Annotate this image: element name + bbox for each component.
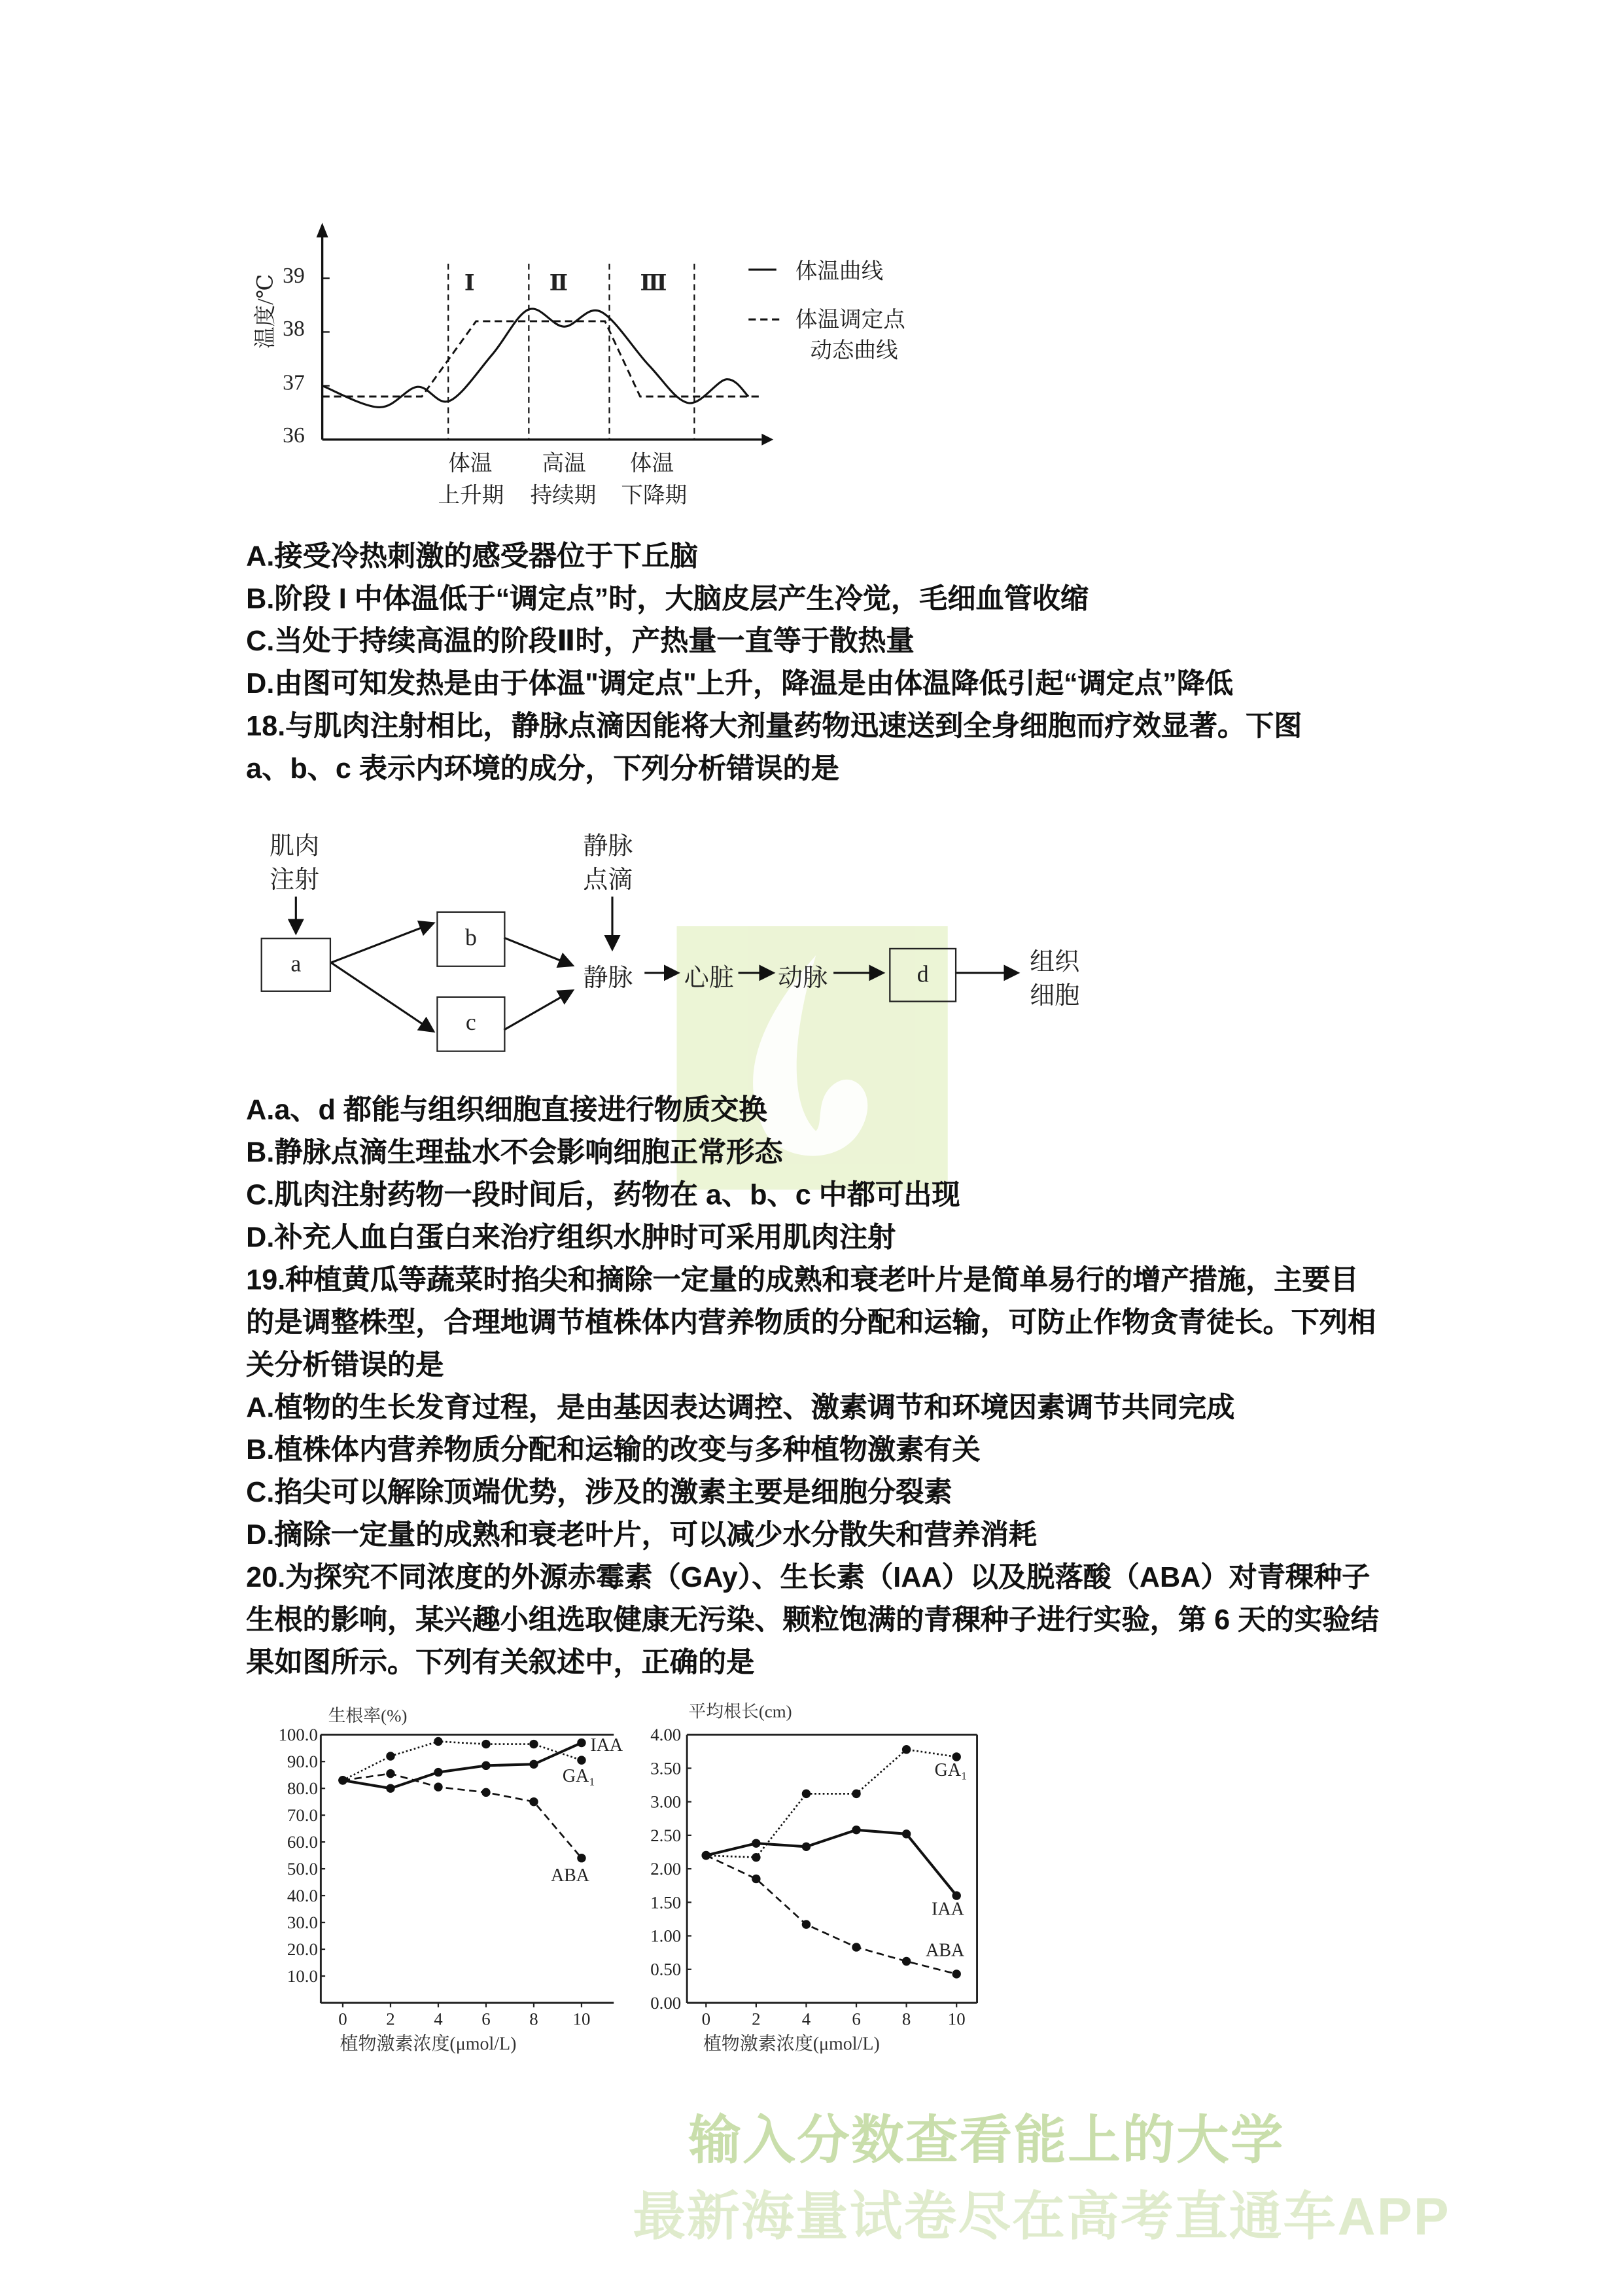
iv-drip-label-2: 点滴 bbox=[583, 866, 633, 894]
y-tick-label: 1.50 bbox=[650, 1892, 682, 1913]
data-point-GA₁ bbox=[434, 1737, 442, 1746]
y-tick-label: 60.0 bbox=[287, 1832, 318, 1852]
data-point-ABA bbox=[902, 1957, 911, 1966]
data-point-ABA bbox=[481, 1788, 490, 1797]
y-tick-label: 30.0 bbox=[287, 1913, 318, 1933]
data-point-ABA bbox=[852, 1943, 860, 1951]
y-tick-label: 20.0 bbox=[287, 1939, 318, 1959]
box-a: a bbox=[261, 938, 331, 992]
data-point-IAA bbox=[902, 1829, 911, 1838]
tissue-cells-label-2: 细胞 bbox=[1030, 981, 1080, 1010]
artery-label: 动脉 bbox=[778, 964, 828, 992]
phase-3-label: Ⅲ bbox=[640, 272, 667, 296]
y-tick-label: 40.0 bbox=[287, 1886, 318, 1906]
x-tick-label: 2 bbox=[386, 2009, 395, 2029]
q19-option-b: B.植株体内营养物质分配和运输的改变与多种植物激素有关 bbox=[246, 1436, 981, 1467]
box-b: b bbox=[436, 911, 505, 967]
q19-stem-3: 关分析错误的是 bbox=[246, 1351, 444, 1382]
data-point-IAA bbox=[386, 1784, 394, 1792]
q19-option-c: C.掐尖可以解除顶端优势，涉及的激素主要是细胞分裂素 bbox=[246, 1478, 952, 1510]
y-axis-title: 平均根长(cm) bbox=[688, 1701, 792, 1722]
q19-stem-2: 的是调整株型，合理地调节植株体内营养物质的分配和运输，可防止作物贪青徒长。下列相 bbox=[246, 1308, 1376, 1339]
x-label-fall-2: 下降期 bbox=[621, 485, 688, 509]
x-axis-title: 植物激素浓度(μmol/L) bbox=[340, 2034, 517, 2055]
q19-option-d: D.摘除一定量的成熟和衰老叶片，可以减少水分散失和营养消耗 bbox=[246, 1521, 1038, 1552]
x-tick-label: 2 bbox=[752, 2009, 761, 2029]
y-tick-36: 36 bbox=[283, 425, 305, 449]
x-label-high-1: 高温 bbox=[542, 452, 586, 476]
data-point-GA₁ bbox=[902, 1745, 911, 1754]
data-point-IAA bbox=[852, 1826, 860, 1834]
data-point-IAA bbox=[802, 1843, 811, 1851]
series-label-GA₁: GA₁ bbox=[562, 1765, 596, 1786]
y-tick-label: 4.00 bbox=[650, 1725, 682, 1745]
y-tick-label: 1.00 bbox=[650, 1926, 682, 1946]
legend-body-temp: 体温曲线 bbox=[795, 260, 884, 285]
data-point-ABA bbox=[338, 1776, 347, 1784]
q18-option-c: C.肌肉注射药物一段时间后，药物在 a、b、c 中都可出现 bbox=[246, 1180, 960, 1212]
watermark-line-2: 最新海量试卷尽在高考直通车APP bbox=[633, 2185, 1450, 2246]
x-tick-label: 0 bbox=[338, 2009, 347, 2029]
series-label-IAA: IAA bbox=[590, 1735, 623, 1756]
x-label-rise-1: 体温 bbox=[448, 452, 493, 476]
data-point-GA₁ bbox=[752, 1853, 760, 1862]
x-tick-label: 10 bbox=[572, 2009, 591, 2029]
watermark-line-1: 输入分数查看能上的大学 bbox=[688, 2110, 1285, 2170]
y-tick-label: 70.0 bbox=[287, 1805, 318, 1826]
q17-option-b: B.阶段 I 中体温低于“调定点”时，大脑皮层产生冷觉，毛细血管收缩 bbox=[246, 584, 1089, 616]
chart-1 bbox=[650, 1701, 977, 2054]
data-point-ABA bbox=[529, 1797, 538, 1806]
y-tick-label: 80.0 bbox=[287, 1778, 318, 1799]
q18-option-a: A.a、d 都能与组织细胞直接进行物质交换 bbox=[246, 1095, 767, 1127]
y-tick-label: 100.0 bbox=[278, 1725, 318, 1745]
phase-1-label: Ⅰ bbox=[464, 272, 475, 296]
q18-stem-1: 18.与肌肉注射相比，静脉点滴因能将大剂量药物迅速送到全身细胞而疗效显著。下图 bbox=[246, 712, 1302, 743]
data-point-GA₁ bbox=[802, 1790, 811, 1798]
data-point-ABA bbox=[577, 1854, 585, 1862]
q18-stem-2: a、b、c 表示内环境的成分，下列分析错误的是 bbox=[246, 754, 839, 786]
data-point-GA₁ bbox=[529, 1740, 538, 1748]
data-point-GA₁ bbox=[386, 1752, 394, 1760]
data-point-ABA bbox=[702, 1851, 710, 1860]
q18-option-d: D.补充人血白蛋白来治疗组织水肿时可采用肌肉注射 bbox=[246, 1223, 896, 1254]
series-line-IAA bbox=[706, 1830, 956, 1896]
data-point-GA₁ bbox=[577, 1756, 585, 1764]
q20-stem-2: 生根的影响，某兴趣小组选取健康无污染、颗粒饱满的青稞种子进行实验，第 6 天的实验结 bbox=[246, 1606, 1379, 1637]
chart-0 bbox=[278, 1706, 623, 2055]
y-tick-label: 0.00 bbox=[650, 1992, 682, 2013]
series-label-ABA: ABA bbox=[926, 1940, 965, 1961]
data-point-GA₁ bbox=[852, 1790, 860, 1798]
data-point-ABA bbox=[752, 1875, 760, 1883]
data-point-ABA bbox=[802, 1920, 811, 1928]
box-d: d bbox=[889, 948, 956, 1002]
data-point-IAA bbox=[434, 1768, 442, 1776]
y-axis-title: 生根率(%) bbox=[328, 1706, 408, 1726]
y-tick-label: 10.0 bbox=[287, 1966, 318, 1986]
data-point-IAA bbox=[577, 1739, 585, 1747]
y-tick-label: 2.00 bbox=[650, 1859, 682, 1879]
y-tick-label: 3.50 bbox=[650, 1758, 682, 1778]
y-tick-38: 38 bbox=[283, 317, 305, 342]
q17-option-c: C.当处于持续高温的阶段Ⅱ时，产热量一直等于散热量 bbox=[246, 627, 915, 658]
box-c: c bbox=[436, 997, 505, 1052]
series-label-ABA: ABA bbox=[550, 1865, 590, 1886]
y-tick-label: 2.50 bbox=[650, 1825, 682, 1845]
q20-stem-1: 20.为探究不同浓度的外源赤霉素（GAy）、生长素（IAA）以及脱落酸（ABA）对青稞种子 bbox=[246, 1563, 1370, 1595]
data-point-IAA bbox=[752, 1839, 760, 1847]
x-label-high-2: 持续期 bbox=[530, 485, 597, 509]
y-tick-39: 39 bbox=[283, 265, 305, 289]
vein-label: 静脉 bbox=[583, 964, 633, 992]
series-line-GA₁ bbox=[706, 1750, 956, 1858]
x-tick-label: 8 bbox=[901, 2009, 911, 2029]
x-tick-label: 0 bbox=[701, 2009, 711, 2029]
data-point-ABA bbox=[434, 1782, 442, 1791]
q17-option-d: D.由图可知发热是由于体温"调定点"上升，降温是由体温降低引起“调定点”降低 bbox=[246, 669, 1234, 701]
q19-stem-1: 19.种植黄瓜等蔬菜时掐尖和摘除一定量的成熟和衰老叶片是简单易行的增产措施，主要目 bbox=[246, 1265, 1359, 1297]
x-tick-label: 4 bbox=[801, 2009, 811, 2029]
legend-setpoint-2: 动态曲线 bbox=[810, 340, 898, 364]
muscle-injection-label-2: 注射 bbox=[270, 866, 320, 894]
x-tick-label: 8 bbox=[529, 2009, 538, 2029]
y-tick-label: 90.0 bbox=[287, 1752, 318, 1772]
y-tick-label: 50.0 bbox=[287, 1859, 318, 1879]
series-line-IAA bbox=[343, 1743, 582, 1789]
data-point-IAA bbox=[529, 1760, 538, 1769]
q19-option-a: A.植物的生长发育过程，是由基因表达调控、激素调节和环境因素调节共同完成 bbox=[246, 1393, 1235, 1424]
series-label-IAA: IAA bbox=[932, 1899, 964, 1920]
data-point-IAA bbox=[481, 1761, 490, 1770]
tissue-cells-label-1: 组织 bbox=[1030, 947, 1080, 976]
iv-drip-label-1: 静脉 bbox=[583, 832, 633, 860]
phase-2-label: Ⅱ bbox=[549, 272, 568, 296]
x-tick-label: 4 bbox=[434, 2009, 443, 2029]
q17-option-a: A.接受冷热刺激的感受器位于下丘脑 bbox=[246, 542, 698, 573]
x-label-rise-2: 上升期 bbox=[438, 485, 504, 509]
muscle-injection-label-1: 肌肉 bbox=[270, 832, 320, 860]
x-tick-label: 6 bbox=[852, 2009, 861, 2029]
y-tick-37: 37 bbox=[283, 372, 305, 396]
data-point-ABA bbox=[386, 1769, 394, 1778]
q20-stem-3: 果如图所示。下列有关叙述中，正确的是 bbox=[246, 1648, 755, 1680]
series-label-GA₁: GA₁ bbox=[934, 1759, 968, 1780]
x-tick-label: 10 bbox=[947, 2009, 966, 2029]
series-line-ABA bbox=[706, 1856, 956, 1974]
q18-option-b: B.静脉点滴生理盐水不会影响细胞正常形态 bbox=[246, 1138, 783, 1169]
data-point-ABA bbox=[952, 1969, 960, 1978]
fever-y-label: 温度/℃ bbox=[254, 274, 279, 349]
legend-setpoint-1: 体温调定点 bbox=[795, 309, 905, 333]
y-tick-label: 3.00 bbox=[650, 1792, 682, 1812]
y-tick-label: 0.50 bbox=[650, 1959, 682, 1979]
heart-label: 心脏 bbox=[684, 964, 734, 992]
data-point-GA₁ bbox=[481, 1740, 490, 1748]
x-axis-title: 植物激素浓度(μmol/L) bbox=[703, 2034, 880, 2055]
x-label-fall-1: 体温 bbox=[629, 452, 674, 476]
x-tick-label: 6 bbox=[481, 2009, 491, 2029]
